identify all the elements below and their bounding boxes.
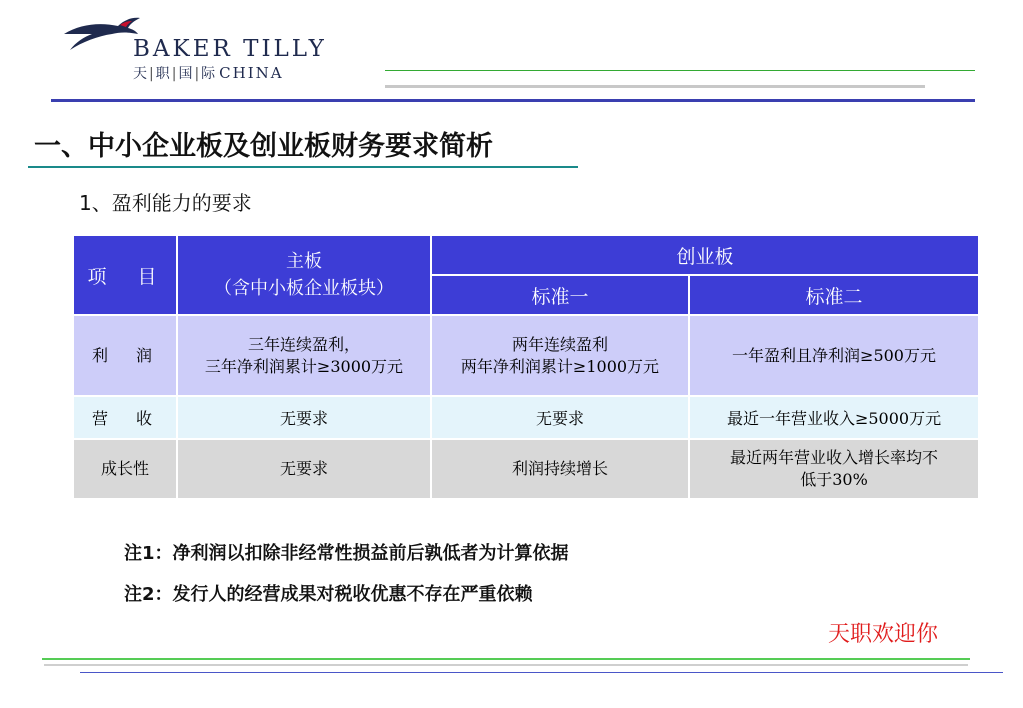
row-label-revenue: 营 收	[73, 396, 177, 439]
note-2: 注2：发行人的经营成果对税收优惠不存在严重依赖	[124, 584, 533, 605]
header-green-rule	[385, 70, 975, 71]
cell-growth-main: 无要求	[177, 439, 431, 499]
footer-gray-rule	[44, 664, 968, 666]
header-gray-rule	[385, 85, 925, 88]
header-item: 项 目	[73, 235, 177, 315]
cell-growth-standard-1: 利润持续增长	[431, 439, 689, 499]
cell-growth-standard-2: 最近两年营业收入增长率均不 低于30%	[689, 439, 979, 499]
header-blue-rule	[51, 99, 975, 102]
company-logo	[62, 12, 362, 84]
note-1: 注1：净利润以扣除非经常性损益前后孰低者为计算依据	[124, 543, 569, 564]
cell-revenue-standard-2: 最近一年营业收入≥5000万元	[689, 396, 979, 439]
row-label-growth: 成长性	[73, 439, 177, 499]
table-row	[73, 315, 979, 396]
cell-revenue-main: 无要求	[177, 396, 431, 439]
table-row	[73, 439, 979, 499]
header-gem-board: 创业板	[431, 235, 979, 275]
section-subtitle: 1、盈利能力的要求	[79, 191, 252, 215]
welcome-text: 天职欢迎你	[828, 622, 939, 647]
brand-name-en: BAKER TILLY	[133, 36, 327, 62]
profitability-requirements-table	[72, 234, 980, 500]
brand-name-cn: 天 | 职 | 国 | 际 CHINA	[133, 64, 284, 82]
page-title: 一、中小企业板及创业板财务要求简析	[34, 131, 493, 162]
table-header-row	[73, 235, 979, 275]
cell-profit-main: 三年连续盈利， 三年净利润累计≥3000万元	[177, 315, 431, 396]
header-standard-1: 标准一	[431, 275, 689, 315]
cell-revenue-standard-1: 无要求	[431, 396, 689, 439]
footer-blue-rule	[80, 672, 1003, 673]
cell-profit-standard-1: 两年连续盈利 两年净利润累计≥1000万元	[431, 315, 689, 396]
header-standard-2: 标准二	[689, 275, 979, 315]
table-row	[73, 396, 979, 439]
header-main-board: 主板 （含中小板企业板块）	[177, 235, 431, 315]
title-underline	[28, 166, 578, 168]
cell-profit-standard-2: 一年盈利且净利润≥500万元	[689, 315, 979, 396]
bird-logo-icon	[62, 12, 142, 52]
footer-green-rule	[42, 658, 970, 660]
row-label-profit: 利 润	[73, 315, 177, 396]
